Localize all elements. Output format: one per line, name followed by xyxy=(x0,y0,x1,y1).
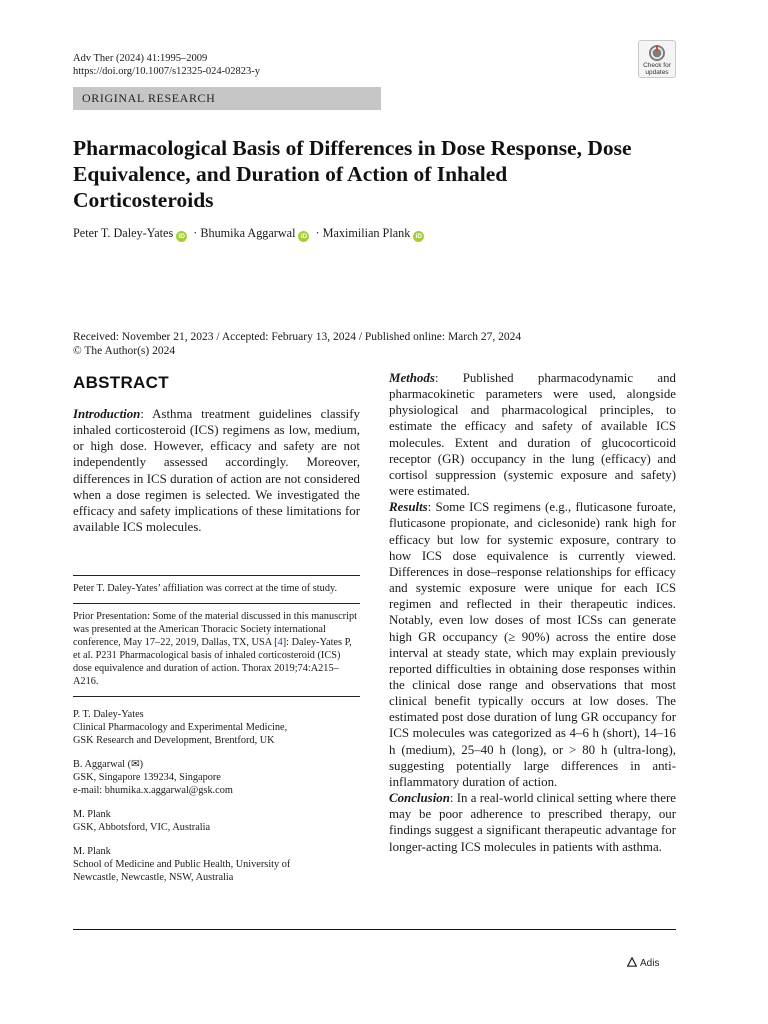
divider xyxy=(73,696,360,697)
section-label: ORIGINAL RESEARCH xyxy=(73,87,381,110)
affiliation-line: GSK, Abbotsford, VIC, Australia xyxy=(73,822,211,833)
abstract-introduction xyxy=(73,406,360,535)
affiliation-name: M. Plank xyxy=(73,846,111,857)
abstract-results xyxy=(389,499,676,790)
badge-line-1: Check for xyxy=(643,62,671,69)
affiliation-block xyxy=(73,808,360,834)
prior-presentation-text: Prior Presentation: Some of the material discussed in this manuscript was presented at the American Thoracic Society international conference, May 17–22, 2019, Dallas, TX, USA [ xyxy=(73,611,357,648)
affiliation-block xyxy=(73,758,360,797)
author-separator: · xyxy=(190,226,201,240)
footer-divider xyxy=(73,929,676,930)
introduction-text: : Asthma treatment guidelines classify inhaled corticosteroid (ICS) regimens as low, medium, or high dose. However, efficacy and safety are not independently assessed accordingly. Moreover, differences in ICS duration of action are not considered when a dose regimen is selected. We investigated the efficacy and safety implications of these limitations for available ICS molecules. xyxy=(73,407,360,535)
front-matter-notes xyxy=(73,575,360,895)
check-for-updates-icon xyxy=(648,44,666,62)
author-name[interactable]: Bhumika Aggarwal xyxy=(200,226,296,240)
affiliation-line: Clinical Pharmacology and Experimental Medicine, xyxy=(73,722,288,733)
prior-presentation-text-end: ]: Daley-Yates P, et al. P231 Pharmacological basis of inhaled corticosteroid (ICS) dose equivalence and duration of action. Thorax 2019;74:A215–A216. xyxy=(73,637,352,687)
affiliation-line: Newcastle, Newcastle, NSW, Australia xyxy=(73,872,234,883)
publication-dates xyxy=(73,330,521,358)
affiliation-name: P. T. Daley-Yates xyxy=(73,709,144,720)
abstract-right-column xyxy=(389,370,676,855)
results-text: : Some ICS regimens (e.g., fluticasone furoate, fluticasone propionate, and ciclesonide) rank high for efficacy but low for systemic exposure, contrary to how ICS dose equivalence is currently viewed. Differences in dose–response relationships for efficacy and systemic exposure were unique for each ICS regimen and reflected in their therapeutic indices. Notably, even low doses of most ICSs can generate high GR occupancy (≥ 90%) across the entire dose interval at steady state, which may explain previously reported difficulties in obtaining dose responses within the clinical dose range and observations that most clinical benefit typically occurs at low doses. The estimated post dose duration of lung GR occupancy for ICS molecules was categorized as 4–6 h (short), 14–16 h (medium), 25–40 h (long), or > 80 h (ultra-long), suggesting potentially large differences in anti-inflammatory duration of action. xyxy=(389,500,676,789)
abstract-heading: ABSTRACT xyxy=(73,373,169,392)
journal-meta xyxy=(73,52,260,78)
introduction-label: Introduction xyxy=(73,407,141,421)
methods-label: Methods xyxy=(389,371,435,385)
badge-line-2: updates xyxy=(645,69,669,76)
affiliation-line: GSK, Singapore 139234, Singapore xyxy=(73,772,221,783)
abstract-methods xyxy=(389,370,676,499)
history-dates: Received: November 21, 2023 / Accepted: February 13, 2024 / Published online: March 27, 2024 xyxy=(73,331,522,343)
adis-logo-icon xyxy=(627,957,637,967)
affiliation-name: M. Plank xyxy=(73,809,111,820)
author-name[interactable]: Maximilian Plank xyxy=(322,226,411,240)
conclusion-text: : In a real-world clinical setting where there may be poor adherence to prescribed therapy, our findings suggest a significant therapeutic advantage for longer-acting ICS molecules in patients with asthma. xyxy=(389,791,676,854)
publisher-mark[interactable] xyxy=(627,957,659,970)
prior-presentation-note xyxy=(73,604,360,696)
article-title: Pharmacological Basis of Differences in Dose Response, Dose Equivalence, and Duration of Action of Inhaled Corticosteroids xyxy=(73,136,632,212)
reference-link[interactable]: 4 xyxy=(277,637,283,648)
abstract-left-column xyxy=(73,406,360,535)
affiliation-line: GSK Research and Development, Brentford, UK xyxy=(73,735,275,746)
results-label: Results xyxy=(389,500,428,515)
copyright-line: © The Author(s) 2024 xyxy=(73,345,176,357)
journal-citation: Adv Ther (2024) 41:1995–2009 xyxy=(73,53,208,64)
methods-text: : Published pharmacodynamic and pharmacokinetic parameters were used, alongside physiological and pharmacological principles, to estimate the efficacy and safety of available ICS molecules. Extent and duration of glucocorticoid receptor (GR) occupancy in the lung (efficacy) and cortisol suppression (systemic exposure and safety) were estimated. xyxy=(389,371,676,499)
email-link[interactable]: e-mail: bhumika.x.aggarwal@gsk.com xyxy=(73,785,233,796)
conclusion-label: Conclusion xyxy=(389,791,450,806)
abstract-conclusion xyxy=(389,790,676,855)
affiliation-note: Peter T. Daley-Yates’ affiliation was correct at the time of study. xyxy=(73,583,338,594)
author-list xyxy=(73,225,427,242)
check-for-updates-badge[interactable] xyxy=(638,40,676,78)
affiliation-name: B. Aggarwal (✉) xyxy=(73,759,144,770)
orcid-icon[interactable]: iD xyxy=(298,231,309,242)
publisher-name: Adis xyxy=(640,958,660,969)
author-separator: · xyxy=(312,226,323,240)
orcid-icon[interactable]: iD xyxy=(413,231,424,242)
affiliation-block xyxy=(73,845,360,884)
orcid-icon[interactable]: iD xyxy=(176,231,187,242)
affiliation-line: School of Medicine and Public Health, University of xyxy=(73,859,291,870)
doi-link[interactable]: https://doi.org/10.1007/s12325-024-02823-y xyxy=(73,66,261,77)
author-name[interactable]: Peter T. Daley-Yates xyxy=(73,226,174,240)
affiliation-block xyxy=(73,708,360,747)
